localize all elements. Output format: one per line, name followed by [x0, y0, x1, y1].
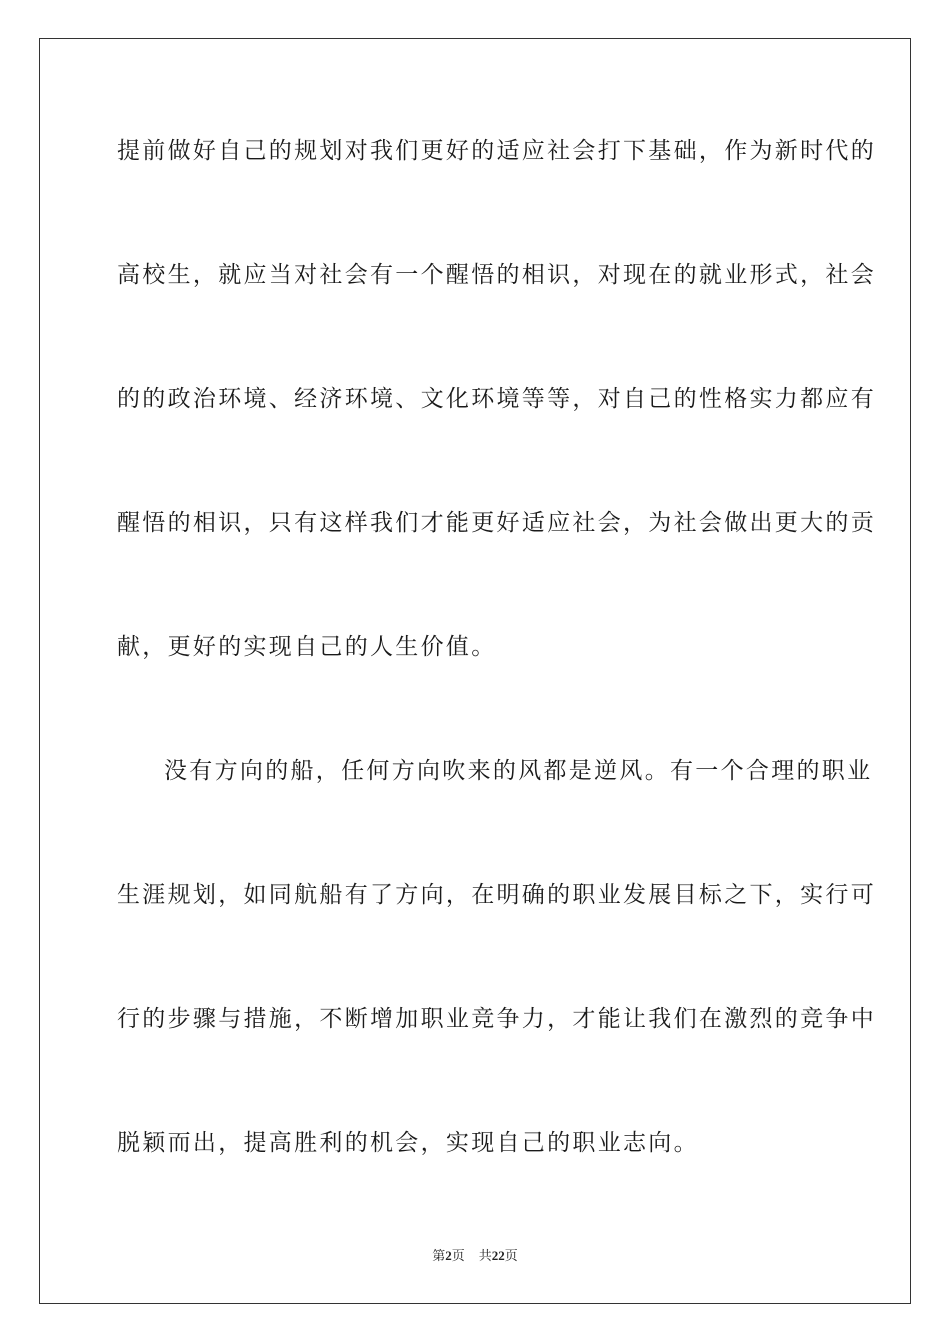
total-suffix: 页 [504, 1249, 518, 1264]
body-text-line-5: 献，更好的实现自己的人生价值。 [117, 634, 497, 660]
body-text-line-7: 生涯规划，如同航船有了方向，在明确的职业发展目标之下，实行可 [117, 882, 876, 908]
page-frame [39, 38, 911, 1304]
page-footer [0, 1247, 950, 1266]
page-suffix: 页 [451, 1249, 465, 1264]
body-text-line-4: 醒悟的相识，只有这样我们才能更好适应社会，为社会做出更大的贡 [117, 510, 876, 536]
total-prefix: 共 [478, 1249, 492, 1264]
body-text-line-9: 脱颖而出，提高胜利的机会，实现自己的职业志向。 [117, 1130, 699, 1156]
body-text-line-6: 没有方向的船，任何方向吹来的风都是逆风。有一个合理的职业 [164, 758, 873, 784]
body-text-line-3: 的的政治环境、经济环境、文化环境等等，对自己的性格实力都应有 [117, 386, 876, 412]
body-text-line-1: 提前做好自己的规划对我们更好的适应社会打下基础，作为新时代的 [117, 138, 876, 164]
page-number: 2 [445, 1248, 452, 1263]
total-pages: 22 [491, 1248, 505, 1263]
page-prefix: 第 [432, 1249, 446, 1264]
body-text-line-8: 行的步骤与措施，不断增加职业竞争力，才能让我们在激烈的竞争中 [117, 1006, 876, 1032]
body-text-line-2: 高校生，就应当对社会有一个醒悟的相识，对现在的就业形式，社会 [117, 262, 876, 288]
